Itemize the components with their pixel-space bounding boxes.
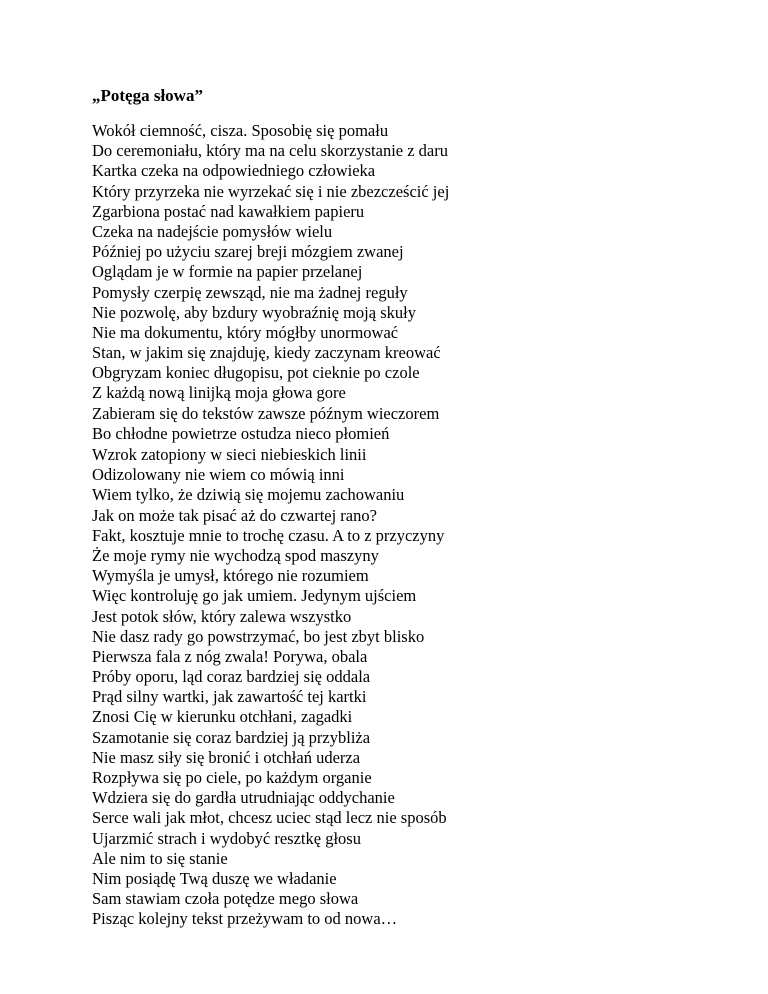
- poem-line: Pomysły czerpię zewsząd, nie ma żadnej reguły: [92, 282, 408, 302]
- poem-line: Z każdą nową linijką moja głowa gore: [92, 383, 346, 403]
- poem-line: Nie masz siły się bronić i otchłań uderza: [92, 747, 361, 767]
- poem-line: Wiem tylko, że dziwią się mojemu zachowaniu: [92, 485, 405, 505]
- poem-title: „Potęga słowa”: [92, 86, 203, 105]
- poem-line: Wzrok zatopiony w sieci niebieskich linii: [92, 445, 367, 464]
- poem-line: Ale nim to się stanie: [92, 848, 228, 868]
- poem-line: Nim posiądę Twą duszę we władanie: [92, 868, 337, 888]
- poem-line: Rozpływa się po ciele, po każdym organie: [92, 768, 372, 787]
- poem-line: Więc kontroluję go jak umiem. Jedynym ujściem: [92, 586, 417, 606]
- stanza-1: [92, 121, 449, 444]
- poem-line: Zabieram się do tekstów zawsze późnym wieczorem: [92, 403, 440, 423]
- poem-line: Który przyrzeka nie wyrzekać się i nie zbezcześcić jej: [92, 181, 450, 201]
- poem-line: Nie dasz rady go powstrzymać, bo jest zbyt blisko: [92, 626, 425, 646]
- poem-line: Do ceremoniału, który ma na celu skorzystanie z daru: [92, 141, 448, 161]
- poem-line: Odizolowany nie wiem co mówią inni: [92, 465, 345, 485]
- poem-line: Bo chłodne powietrze ostudza nieco płomień: [92, 423, 390, 443]
- poem-line: Że moje rymy nie wychodzą spod maszyny: [92, 545, 379, 565]
- poem-line: Wokół ciemność, cisza. Sposobię się pomału: [92, 121, 389, 140]
- poem-line: Kartka czeka na odpowiedniego człowieka: [92, 161, 376, 181]
- poem-line: Jest potok słów, który zalewa wszystko: [92, 606, 352, 626]
- poem-line: Wdziera się do gardła utrudniając oddychanie: [92, 788, 395, 808]
- poem-line: Szamotanie się coraz bardziej ją przybliża: [92, 727, 371, 747]
- poem-line: Zgarbiona postać nad kawałkiem papieru: [92, 201, 365, 221]
- poem-line: Nie ma dokumentu, który mógłby unormować: [92, 322, 399, 342]
- poem-line: Jak on może tak pisać aż do czwartej rano?: [92, 505, 377, 525]
- poem-line: Sam stawiam czoła potędze mego słowa: [92, 889, 359, 909]
- poem-line: Fakt, kosztuje mnie to trochę czasu. A to z przyczyny: [92, 525, 445, 545]
- poem-line: Później po użyciu szarej breji mózgiem zwanej: [92, 242, 404, 262]
- poem-line: Próby oporu, ląd coraz bardziej się oddala: [92, 667, 371, 687]
- poem-line: Pierwsza fala z nóg zwala! Porywa, obala: [92, 646, 368, 666]
- poem-line: Nie pozwolę, aby bzdury wyobraźnię moją skuły: [92, 302, 416, 322]
- poem-line: Obgryzam koniec długopisu, pot cieknie po czole: [92, 363, 420, 383]
- poem-line: Ujarzmić strach i wydobyć resztkę głosu: [92, 828, 361, 848]
- poem-line: Stan, w jakim się znajduję, kiedy zaczynam kreować: [92, 343, 441, 363]
- poem-line: Serce wali jak młot, chcesz uciec stąd lecz nie sposób: [92, 808, 447, 828]
- stanza-2: [92, 445, 447, 930]
- poem-line: Wymyśla je umysł, którego nie rozumiem: [92, 566, 369, 586]
- poem-line: Prąd silny wartki, jak zawartość tej kartki: [92, 687, 367, 707]
- poem-line: Oglądam je w formie na papier przelanej: [92, 262, 363, 282]
- poem-line: Pisząc kolejny tekst przeżywam to od nowa…: [92, 909, 398, 929]
- poem-line: Znosi Cię w kierunku otchłani, zagadki: [92, 707, 353, 727]
- poem-line: Czeka na nadejście pomysłów wielu: [92, 221, 333, 241]
